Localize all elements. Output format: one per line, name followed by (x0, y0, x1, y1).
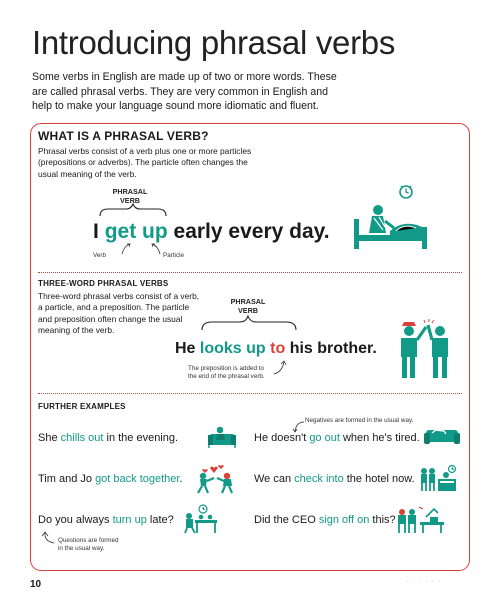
bracket-curly (98, 204, 168, 218)
section-divider (38, 272, 462, 273)
example-preposition: to (270, 340, 286, 357)
section-divider-2 (38, 393, 462, 394)
example-verb: get (104, 220, 137, 243)
negatives-pointer (292, 420, 308, 434)
negatives-note: Negatives are formed in the usual way. (305, 417, 414, 424)
example-sentence-getup: I get up early every day. (93, 220, 330, 243)
bracket-curly-three (200, 316, 300, 332)
example-particle: up (142, 220, 168, 243)
hotel-reception-icon (418, 464, 458, 492)
intro-paragraph: Some verbs in English are made up of two or more words. These are called phrasal verbs. They are very common in English and help to make your language sound more idiomatic and fluent. (32, 71, 337, 113)
bracket-label-three: PHRASAL VERB (230, 297, 266, 315)
sofa-icon (424, 425, 460, 447)
couple-hearts-icon (194, 464, 236, 494)
section-heading-further: FURTHER EXAMPLES (38, 402, 126, 411)
preposition-note: The preposition is added to the end of the phrasal verb. (188, 365, 265, 380)
two-men-high-five-icon (396, 317, 458, 379)
page-number: 10 (30, 579, 42, 590)
what-description: Phrasal verbs consist of a verb plus one or more particles (prepositions or adverbs). The particle often changes the usual meaning of the verb. (38, 146, 252, 179)
label-particle: Particle (163, 252, 184, 259)
example-sentence-looksupto: He looks up to his brother. (175, 340, 377, 357)
questions-note: Questions are formed in the usual way. (58, 537, 119, 552)
example-go-out: He doesn't go out when he's tired. (254, 432, 420, 444)
bracket-label: PHRASAL VERB (112, 187, 148, 205)
ceo-approval-icon (396, 505, 446, 535)
three-word-description: Three-word phrasal verbs consist of a verb, a particle, and a preposition. The particle and preposition often change the usual meaning of the verb. (38, 291, 200, 336)
late-arrival-clock-icon (183, 504, 223, 534)
person-in-bed-icon (352, 203, 430, 251)
preposition-pointer (272, 360, 292, 376)
verb-particle-pointers (110, 242, 200, 264)
section-heading-three-word: THREE-WORD PHRASAL VERBS (38, 279, 169, 288)
page-title: Introducing phrasal verbs (32, 24, 396, 61)
example-chills-out: She chills out in the evening. (38, 432, 179, 444)
person-on-sofa-icon (207, 425, 237, 449)
watermark: ······ (405, 573, 443, 588)
example-turn-up: Do you always turn up late? (38, 514, 174, 526)
label-verb: Verb (93, 252, 106, 259)
example-sign-off-on: Did the CEO sign off on this? (254, 514, 396, 526)
example-phrasal: looks up (199, 340, 266, 357)
example-got-back-together: Tim and Jo got back together. (38, 473, 183, 485)
alarm-clock-icon (398, 184, 414, 200)
section-heading-what: WHAT IS A PHRASAL VERB? (38, 129, 209, 143)
example-check-into: We can check into the hotel now. (254, 473, 415, 485)
questions-pointer (40, 531, 56, 547)
